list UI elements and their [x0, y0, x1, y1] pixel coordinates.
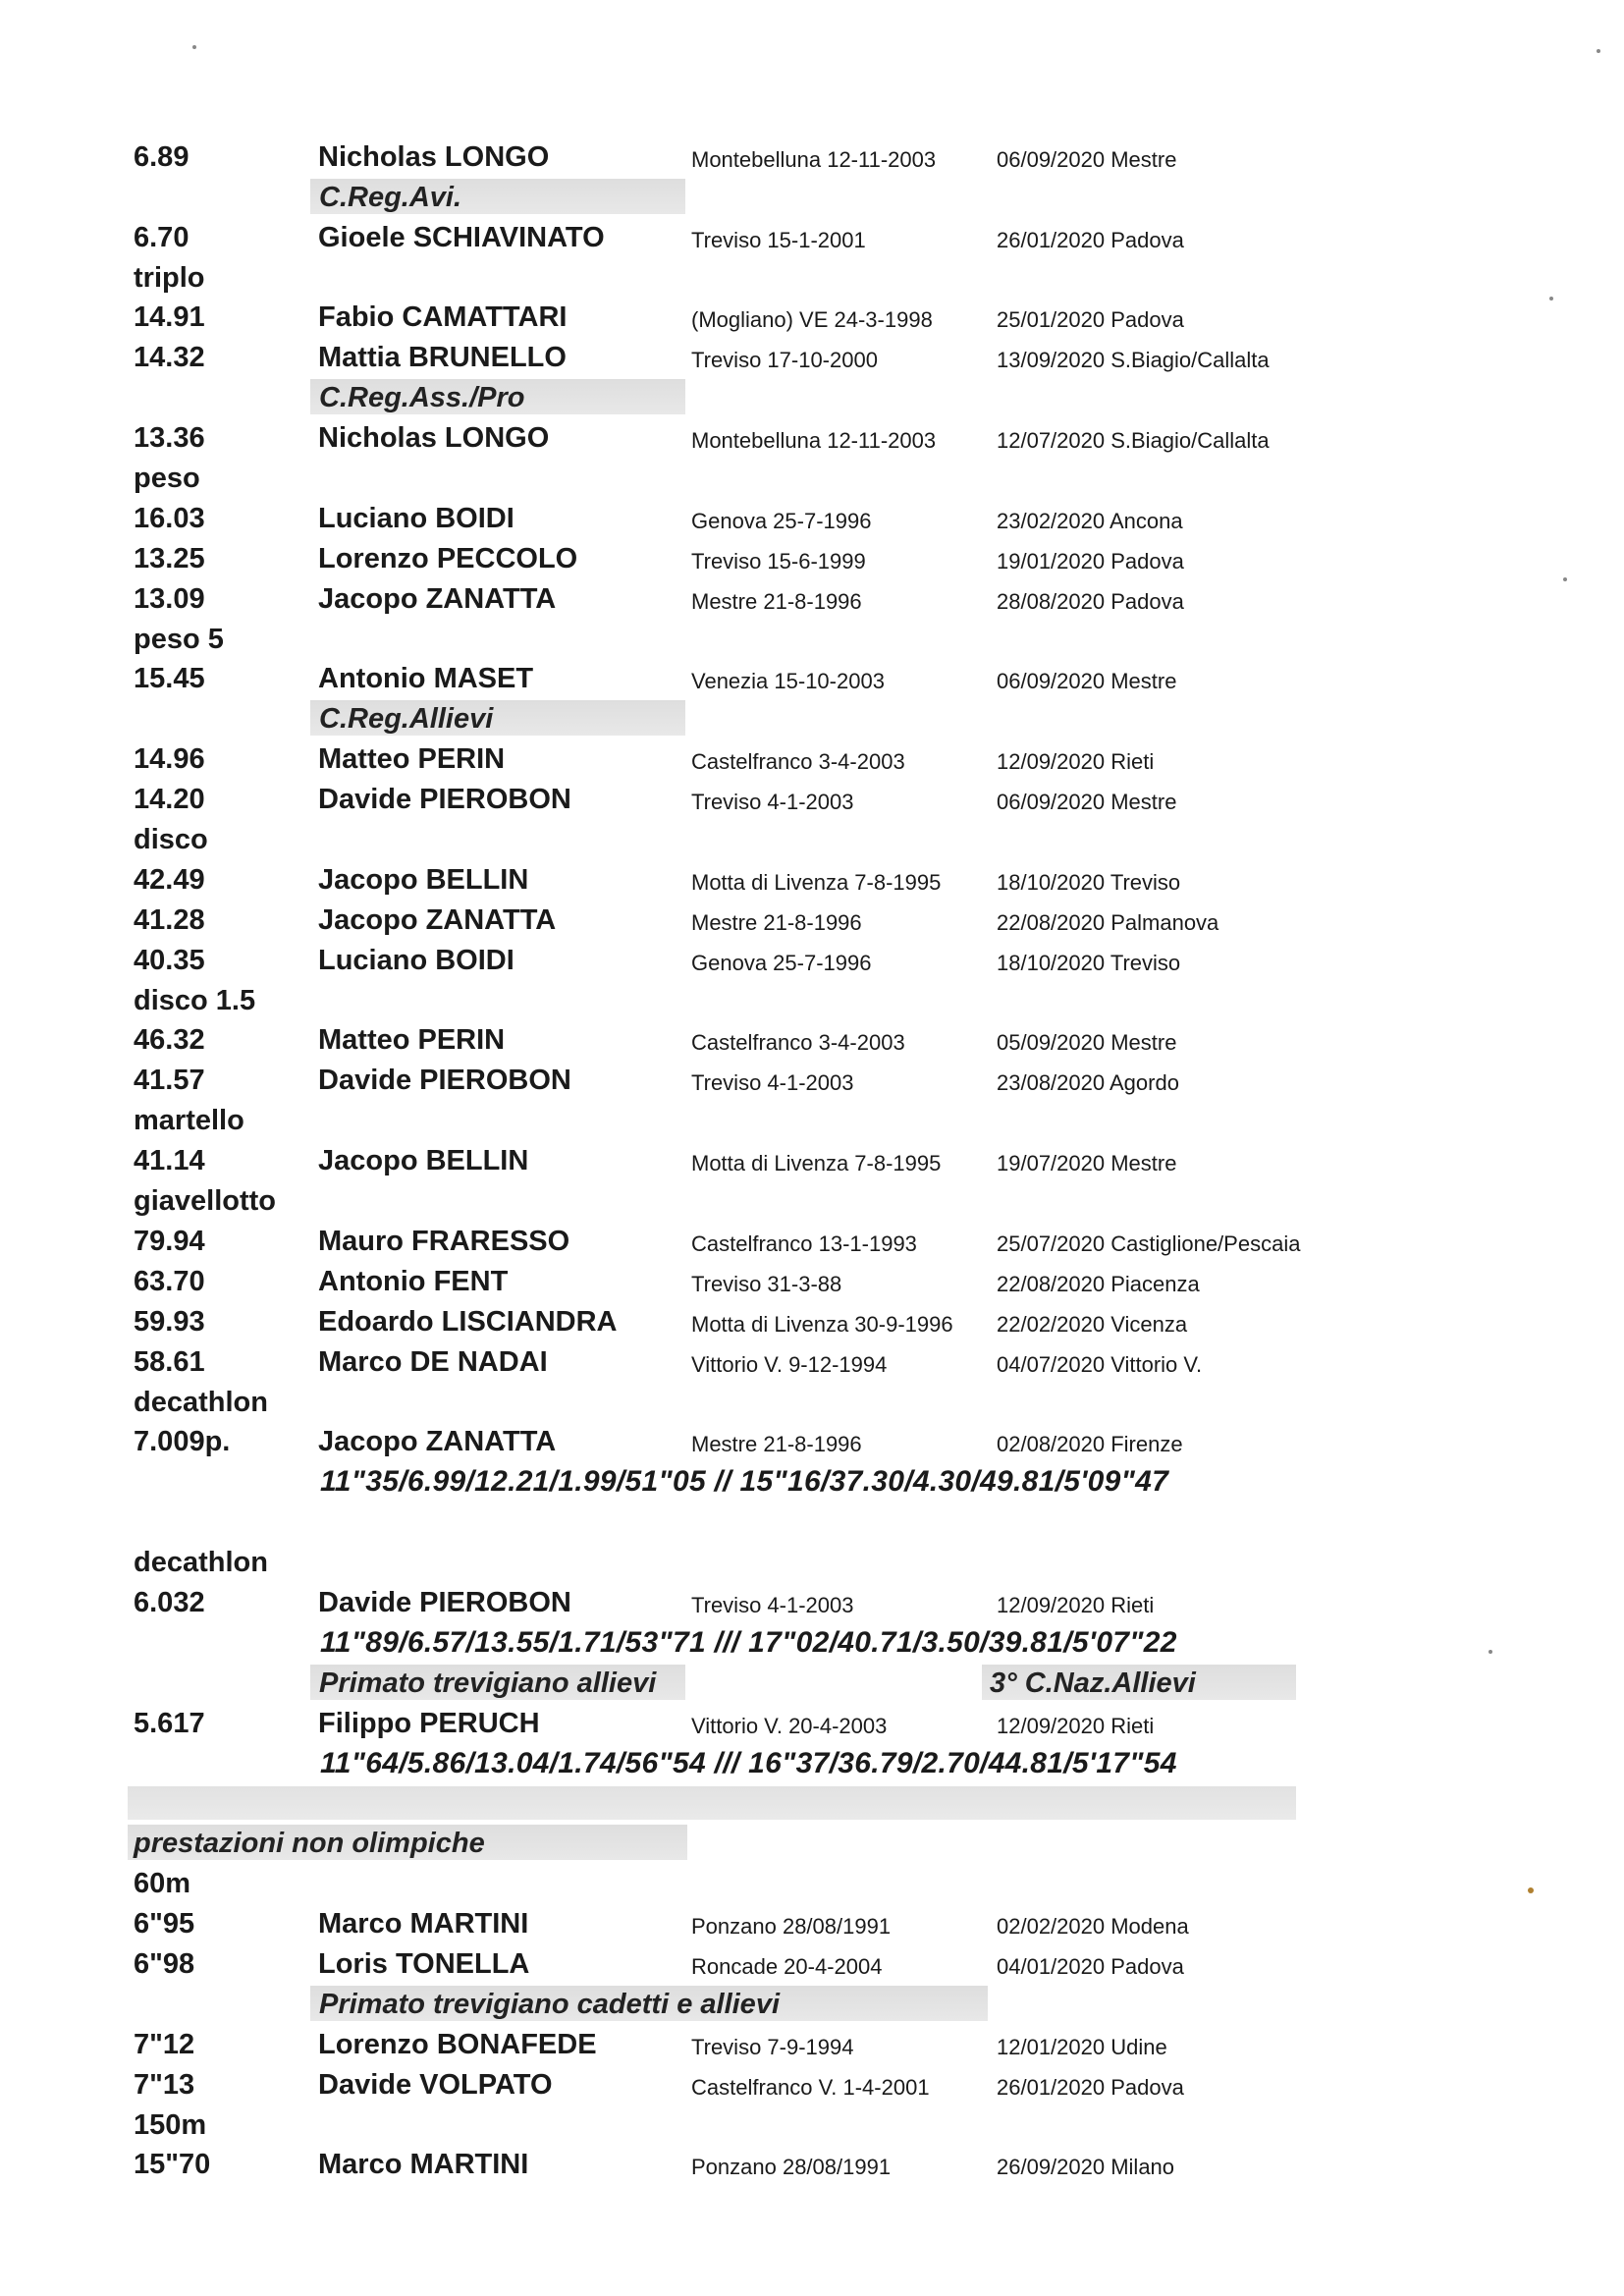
result-row	[0, 297, 1624, 337]
athlete-name: Davide VOLPATO	[318, 2068, 553, 2101]
athlete-name: Antonio FENT	[318, 1265, 509, 1297]
discipline-heading	[0, 1381, 1624, 1421]
event-info: 13/09/2020 S.Biagio/Callalta	[997, 348, 1270, 373]
result-row	[0, 658, 1624, 698]
result-mark: 13.09	[134, 582, 205, 615]
result-row	[0, 778, 1624, 818]
event-info: 26/01/2020 Padova	[997, 2074, 1184, 2100]
note-row	[0, 1662, 1624, 1702]
athlete-name: Marco MARTINI	[318, 1908, 529, 1941]
result-mark: 41.57	[134, 1065, 205, 1097]
athlete-name: Loris TONELLA	[318, 1947, 530, 1980]
result-row	[0, 1300, 1624, 1340]
event-info: 12/01/2020 Udine	[997, 2034, 1167, 2059]
result-row	[0, 2144, 1624, 2184]
result-mark: 42.49	[134, 863, 205, 896]
result-mark: 14.96	[134, 743, 205, 776]
result-mark: 14.91	[134, 301, 205, 334]
athlete-name: Lorenzo PECCOLO	[318, 542, 578, 574]
athlete-name: Jacopo BELLIN	[318, 863, 529, 896]
discipline-heading	[0, 457, 1624, 497]
result-mark: 6"98	[134, 1947, 195, 1980]
athlete-name: Filippo PERUCH	[318, 1707, 540, 1739]
event-info: 23/02/2020 Ancona	[997, 508, 1183, 533]
birth-info: Castelfranco 3-4-2003	[691, 749, 905, 775]
note-label: Primato trevigiano cadetti e allievi	[310, 1986, 988, 2021]
birth-info: Vittorio V. 20-4-2003	[691, 1713, 888, 1738]
result-mark: 79.94	[134, 1225, 205, 1257]
birth-info: Venezia 15-10-2003	[691, 669, 885, 694]
result-row	[0, 1340, 1624, 1381]
note-row	[0, 1983, 1624, 2023]
event-info: 25/01/2020 Padova	[997, 307, 1184, 333]
birth-info: Mestre 21-8-1996	[691, 588, 862, 614]
decathlon-splits: 11"64/5.86/13.04/1.74/56"54 /// 16"37/36.79/2.70/44.81/5'17"54	[320, 1746, 1177, 1779]
birth-info: Roncade 20-4-2004	[691, 1953, 883, 1979]
birth-info: Genova 25-7-1996	[691, 950, 872, 975]
separator-bar	[128, 1786, 1296, 1820]
result-row	[0, 416, 1624, 457]
event-info: 02/02/2020 Modena	[997, 1914, 1189, 1940]
discipline-label: decathlon	[134, 1386, 268, 1418]
event-info: 06/09/2020 Mestre	[997, 790, 1177, 815]
result-mark: 6.89	[134, 140, 189, 173]
scan-speck	[192, 45, 196, 49]
athlete-name: Nicholas LONGO	[318, 140, 550, 173]
athlete-name: Luciano BOIDI	[318, 944, 514, 976]
event-info: 12/07/2020 S.Biagio/Callalta	[997, 428, 1270, 454]
note-label: Primato trevigiano allievi	[310, 1665, 685, 1700]
separator-row	[0, 1782, 1624, 1823]
result-mark: 15.45	[134, 663, 205, 695]
discipline-heading	[0, 1179, 1624, 1220]
results-list	[0, 136, 1624, 2183]
result-row	[0, 336, 1624, 376]
birth-info: Castelfranco 3-4-2003	[691, 1030, 905, 1056]
decathlon-splits-row	[0, 1460, 1624, 1501]
event-info: 18/10/2020 Treviso	[997, 950, 1181, 975]
birth-info: Mestre 21-8-1996	[691, 1432, 862, 1457]
birth-info: Motta di Livenza 7-8-1995	[691, 1151, 942, 1176]
athlete-name: Antonio MASET	[318, 663, 534, 695]
result-mark: 7"12	[134, 2028, 195, 2060]
birth-info: Castelfranco V. 1-4-2001	[691, 2074, 930, 2100]
result-row	[0, 939, 1624, 979]
result-row	[0, 1220, 1624, 1260]
result-mark: 15"70	[134, 2149, 211, 2181]
result-mark: 14.20	[134, 784, 205, 816]
result-mark: 58.61	[134, 1345, 205, 1378]
event-info: 12/09/2020 Rieti	[997, 1713, 1155, 1738]
birth-info: Montebelluna 12-11-2003	[691, 428, 937, 454]
birth-info: Treviso 4-1-2003	[691, 1070, 854, 1096]
discipline-label: triplo	[134, 261, 205, 294]
birth-info: Treviso 15-1-2001	[691, 227, 866, 252]
discipline-heading	[0, 256, 1624, 297]
event-info: 19/07/2020 Mestre	[997, 1151, 1177, 1176]
result-mark: 41.28	[134, 903, 205, 936]
discipline-heading	[0, 618, 1624, 658]
result-row	[0, 1581, 1624, 1621]
result-row	[0, 1902, 1624, 1942]
birth-info: Genova 25-7-1996	[691, 508, 872, 533]
event-info: 12/09/2020 Rieti	[997, 1592, 1155, 1617]
event-info: 22/08/2020 Piacenza	[997, 1271, 1200, 1296]
birth-info: Montebelluna 12-11-2003	[691, 146, 937, 172]
discipline-label: martello	[134, 1105, 244, 1137]
discipline-heading	[0, 1862, 1624, 1902]
note-row	[0, 376, 1624, 416]
scan-speck	[1563, 577, 1567, 581]
result-mark: 13.25	[134, 542, 205, 574]
decathlon-splits-row	[0, 1742, 1624, 1782]
event-info: 22/02/2020 Vicenza	[997, 1311, 1188, 1337]
result-row	[0, 1702, 1624, 1742]
athlete-name: Edoardo LISCIANDRA	[318, 1305, 618, 1338]
result-mark: 40.35	[134, 944, 205, 976]
birth-info: Ponzano 28/08/1991	[691, 1914, 892, 1940]
result-mark: 63.70	[134, 1265, 205, 1297]
athlete-name: Lorenzo BONAFEDE	[318, 2028, 597, 2060]
result-mark: 41.14	[134, 1145, 205, 1177]
birth-info: Vittorio V. 9-12-1994	[691, 1351, 888, 1377]
result-row	[0, 497, 1624, 537]
note-row	[0, 176, 1624, 216]
event-info: 12/09/2020 Rieti	[997, 749, 1155, 775]
result-mark: 6"95	[134, 1908, 195, 1941]
result-mark: 14.32	[134, 342, 205, 374]
result-row	[0, 1059, 1624, 1099]
athlete-name: Jacopo ZANATTA	[318, 582, 557, 615]
discipline-heading	[0, 979, 1624, 1019]
event-info: 26/09/2020 Milano	[997, 2155, 1175, 2180]
event-info: 28/08/2020 Padova	[997, 588, 1184, 614]
result-row	[0, 1019, 1624, 1060]
discipline-label: peso	[134, 463, 200, 495]
discipline-heading	[0, 818, 1624, 858]
athlete-name: Jacopo BELLIN	[318, 1145, 529, 1177]
event-info: 06/09/2020 Mestre	[997, 669, 1177, 694]
result-row	[0, 1139, 1624, 1179]
result-mark: 13.36	[134, 422, 205, 455]
discipline-label: disco	[134, 824, 208, 856]
athlete-name: Mattia BRUNELLO	[318, 342, 567, 374]
discipline-label: 150m	[134, 2108, 207, 2141]
birth-info: (Mogliano) VE 24-3-1998	[691, 307, 933, 333]
result-row	[0, 2023, 1624, 2063]
athlete-name: Davide PIEROBON	[318, 1065, 571, 1097]
event-info: 06/09/2020 Mestre	[997, 146, 1177, 172]
scan-speck	[1597, 49, 1600, 53]
discipline-label: giavellotto	[134, 1185, 277, 1218]
result-row	[0, 537, 1624, 577]
athlete-name: Matteo PERIN	[318, 743, 506, 776]
discipline-heading	[0, 1541, 1624, 1581]
event-info: 19/01/2020 Padova	[997, 548, 1184, 574]
result-row	[0, 577, 1624, 618]
result-mark: 59.93	[134, 1305, 205, 1338]
athlete-name: Fabio CAMATTARI	[318, 301, 568, 334]
note-label: C.Reg.Allievi	[310, 700, 685, 736]
birth-info: Treviso 4-1-2003	[691, 1592, 854, 1617]
birth-info: Treviso 17-10-2000	[691, 348, 878, 373]
result-row	[0, 136, 1624, 176]
athlete-name: Jacopo ZANATTA	[318, 903, 557, 936]
athlete-name: Luciano BOIDI	[318, 502, 514, 534]
birth-info: Treviso 7-9-1994	[691, 2034, 854, 2059]
note-row	[0, 697, 1624, 738]
section-heading: prestazioni non olimpiche	[128, 1825, 687, 1860]
discipline-heading	[0, 1099, 1624, 1139]
note-label-right: 3° C.Naz.Allievi	[982, 1665, 1296, 1700]
athlete-name: Nicholas LONGO	[318, 422, 550, 455]
result-mark: 7"13	[134, 2068, 195, 2101]
birth-info: Castelfranco 13-1-1993	[691, 1230, 917, 1256]
result-row	[0, 216, 1624, 256]
event-info: 26/01/2020 Padova	[997, 227, 1184, 252]
event-info: 05/09/2020 Mestre	[997, 1030, 1177, 1056]
section-heading-row	[0, 1822, 1624, 1862]
result-mark: 6.70	[134, 221, 189, 253]
birth-info: Treviso 15-6-1999	[691, 548, 866, 574]
note-label: C.Reg.Ass./Pro	[310, 379, 685, 414]
event-info: 22/08/2020 Palmanova	[997, 909, 1219, 935]
result-row	[0, 738, 1624, 778]
scan-speck	[1489, 1650, 1492, 1654]
decathlon-splits: 11"89/6.57/13.55/1.71/53"71 /// 17"02/40.71/3.50/39.81/5'07"22	[320, 1625, 1177, 1659]
discipline-heading	[0, 2104, 1624, 2144]
athlete-name: Mauro FRARESSO	[318, 1225, 570, 1257]
blank-row	[0, 1501, 1624, 1541]
birth-info: Motta di Livenza 7-8-1995	[691, 869, 942, 895]
scan-speck	[1528, 1887, 1534, 1893]
event-info: 04/07/2020 Vittorio V.	[997, 1351, 1203, 1377]
discipline-label: decathlon	[134, 1547, 268, 1579]
event-info: 18/10/2020 Treviso	[997, 869, 1181, 895]
discipline-label: 60m	[134, 1868, 191, 1900]
athlete-name: Marco MARTINI	[318, 2149, 529, 2181]
athlete-name: Gioele SCHIAVINATO	[318, 221, 605, 253]
result-mark: 5.617	[134, 1707, 205, 1739]
discipline-label: disco 1.5	[134, 984, 256, 1016]
athlete-name: Jacopo ZANATTA	[318, 1426, 557, 1458]
birth-info: Treviso 4-1-2003	[691, 790, 854, 815]
decathlon-splits-row	[0, 1621, 1624, 1662]
birth-info: Treviso 31-3-88	[691, 1271, 842, 1296]
event-info: 23/08/2020 Agordo	[997, 1070, 1179, 1096]
result-row	[0, 899, 1624, 939]
result-mark: 46.32	[134, 1024, 205, 1057]
athlete-name: Davide PIEROBON	[318, 784, 571, 816]
result-row	[0, 1942, 1624, 1983]
birth-info: Motta di Livenza 30-9-1996	[691, 1311, 953, 1337]
result-row	[0, 2063, 1624, 2104]
result-mark: 16.03	[134, 502, 205, 534]
birth-info: Ponzano 28/08/1991	[691, 2155, 892, 2180]
note-label: C.Reg.Avi.	[310, 179, 685, 214]
athlete-name: Davide PIEROBON	[318, 1586, 571, 1618]
result-row	[0, 1421, 1624, 1461]
result-mark: 7.009p.	[134, 1426, 231, 1458]
event-info: 04/01/2020 Padova	[997, 1953, 1184, 1979]
discipline-label: peso 5	[134, 623, 224, 655]
result-row	[0, 1260, 1624, 1300]
birth-info: Mestre 21-8-1996	[691, 909, 862, 935]
result-row	[0, 858, 1624, 899]
athlete-name: Marco DE NADAI	[318, 1345, 548, 1378]
scan-speck	[1549, 297, 1553, 301]
event-info: 25/07/2020 Castiglione/Pescaia	[997, 1230, 1301, 1256]
event-info: 02/08/2020 Firenze	[997, 1432, 1183, 1457]
athlete-name: Matteo PERIN	[318, 1024, 506, 1057]
result-mark: 6.032	[134, 1586, 205, 1618]
decathlon-splits: 11"35/6.99/12.21/1.99/51"05 // 15"16/37.30/4.30/49.81/5'09"47	[320, 1465, 1169, 1499]
